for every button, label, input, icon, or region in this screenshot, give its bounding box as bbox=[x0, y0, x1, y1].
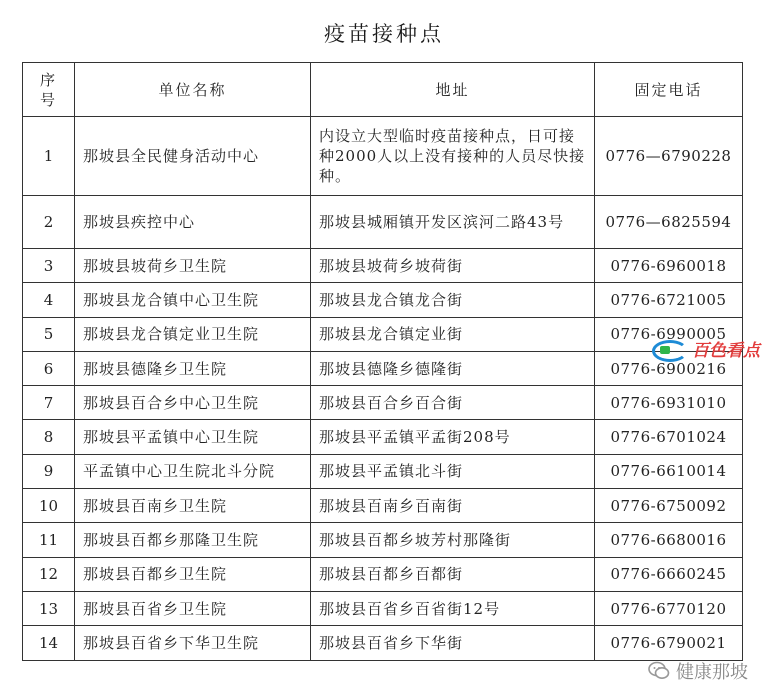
phone-cell: 0776-6660245 bbox=[595, 557, 743, 591]
unit-name-cell: 那坡县疾控中心 bbox=[75, 196, 311, 249]
address-cell: 内设立大型临时疫苗接种点，日可接种2000人以上没有接种的人员尽快接种。 bbox=[311, 117, 595, 196]
address-cell: 那坡县坡荷乡坡荷街 bbox=[311, 249, 595, 283]
watermark bbox=[648, 336, 760, 361]
phone-cell: 0776-6680016 bbox=[595, 523, 743, 557]
table-row bbox=[23, 386, 743, 420]
phone-cell: 0776-6701024 bbox=[595, 420, 743, 454]
unit-name-cell: 那坡县坡荷乡卫生院 bbox=[75, 249, 311, 283]
row-number: 8 bbox=[23, 420, 75, 454]
table-row bbox=[23, 591, 743, 625]
unit-name-cell: 那坡县全民健身活动中心 bbox=[75, 117, 311, 196]
unit-name-cell: 平孟镇中心卫生院北斗分院 bbox=[75, 454, 311, 488]
phone-cell: 0776-6960018 bbox=[595, 249, 743, 283]
address-cell: 那坡县平孟镇平孟街208号 bbox=[311, 420, 595, 454]
row-number: 12 bbox=[23, 557, 75, 591]
table-header-row bbox=[23, 63, 743, 117]
site-logo-icon bbox=[648, 338, 688, 360]
wechat-account[interactable] bbox=[648, 658, 748, 684]
unit-name-cell: 那坡县平孟镇中心卫生院 bbox=[75, 420, 311, 454]
unit-name-cell: 那坡县德隆乡卫生院 bbox=[75, 351, 311, 385]
address-cell: 那坡县百南乡百南街 bbox=[311, 489, 595, 523]
row-number: 3 bbox=[23, 249, 75, 283]
address-cell: 那坡县百合乡百合街 bbox=[311, 386, 595, 420]
address-cell: 那坡县德隆乡德隆街 bbox=[311, 351, 595, 385]
address-cell: 那坡县百省乡下华街 bbox=[311, 626, 595, 660]
row-number: 5 bbox=[23, 317, 75, 351]
page-title: 疫苗接种点 bbox=[324, 22, 444, 46]
table-row bbox=[23, 557, 743, 591]
address-cell: 那坡县百都乡坡芳村那隆街 bbox=[311, 523, 595, 557]
table-row bbox=[23, 489, 743, 523]
table-row bbox=[23, 351, 743, 385]
unit-name-cell: 那坡县百都乡那隆卫生院 bbox=[75, 523, 311, 557]
row-number: 6 bbox=[23, 351, 75, 385]
watermark-text: 百色看点 bbox=[692, 341, 760, 361]
table-row bbox=[23, 196, 743, 249]
phone-cell: 0776-6990005 bbox=[595, 317, 743, 351]
phone-cell: 0776-6750092 bbox=[595, 489, 743, 523]
phone-cell: 0776—6825594 bbox=[595, 196, 743, 249]
row-number: 7 bbox=[23, 386, 75, 420]
phone-cell: 0776-6721005 bbox=[595, 283, 743, 317]
unit-name-cell: 那坡县百都乡卫生院 bbox=[75, 557, 311, 591]
table-row bbox=[23, 283, 743, 317]
address-cell: 那坡县龙合镇龙合街 bbox=[311, 283, 595, 317]
unit-name-cell: 那坡县龙合镇定业卫生院 bbox=[75, 317, 311, 351]
address-cell: 那坡县百省乡百省街12号 bbox=[311, 591, 595, 625]
row-number: 13 bbox=[23, 591, 75, 625]
phone-cell: 0776-6931010 bbox=[595, 386, 743, 420]
row-number: 4 bbox=[23, 283, 75, 317]
row-number: 14 bbox=[23, 626, 75, 660]
address-cell: 那坡县百都乡百都街 bbox=[311, 557, 595, 591]
unit-name-cell: 那坡县百南乡卫生院 bbox=[75, 489, 311, 523]
phone-cell: 0776-6770120 bbox=[595, 591, 743, 625]
table-row bbox=[23, 523, 743, 557]
table-row bbox=[23, 249, 743, 283]
address-cell: 那坡县平孟镇北斗街 bbox=[311, 454, 595, 488]
address-cell: 那坡县城厢镇开发区滨河二路43号 bbox=[311, 196, 595, 249]
header-unit-name: 单位名称 bbox=[75, 63, 311, 117]
table-row bbox=[23, 420, 743, 454]
unit-name-cell: 那坡县百省乡卫生院 bbox=[75, 591, 311, 625]
table-row bbox=[23, 454, 743, 488]
unit-name-cell: 那坡县百合乡中心卫生院 bbox=[75, 386, 311, 420]
vaccination-sites-table bbox=[22, 62, 743, 661]
phone-cell: 0776-6610014 bbox=[595, 454, 743, 488]
table-row bbox=[23, 117, 743, 196]
table-row bbox=[23, 626, 743, 660]
row-number: 2 bbox=[23, 196, 75, 249]
address-cell: 那坡县龙合镇定业街 bbox=[311, 317, 595, 351]
phone-cell: 0776-6790021 bbox=[595, 626, 743, 660]
row-number: 10 bbox=[23, 489, 75, 523]
unit-name-cell: 那坡县百省乡下华卫生院 bbox=[75, 626, 311, 660]
wechat-icon bbox=[648, 661, 670, 681]
table-row bbox=[23, 317, 743, 351]
row-number: 11 bbox=[23, 523, 75, 557]
header-address: 地址 bbox=[311, 63, 595, 117]
wechat-account-name: 健康那坡 bbox=[676, 662, 748, 683]
phone-cell: 0776-6900216 bbox=[595, 351, 743, 385]
header-phone: 固定电话 bbox=[595, 63, 743, 117]
unit-name-cell: 那坡县龙合镇中心卫生院 bbox=[75, 283, 311, 317]
row-number: 9 bbox=[23, 454, 75, 488]
phone-cell: 0776—6790228 bbox=[595, 117, 743, 196]
header-serial-number: 序 号 bbox=[23, 63, 75, 117]
row-number: 1 bbox=[23, 117, 75, 196]
